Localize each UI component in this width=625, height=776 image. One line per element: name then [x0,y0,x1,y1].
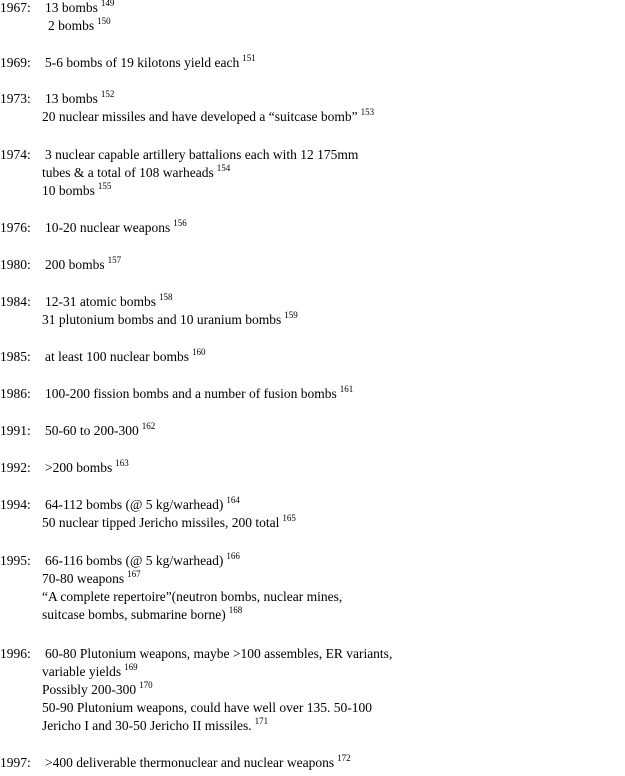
footnote-reference: 161 [339,384,354,394]
footnote-reference: 159 [284,310,298,320]
entry-text: 13 bombs [45,91,98,106]
entry-text: suitcase bombs, submarine borne) [42,607,226,622]
footnote-reference: 162 [141,421,156,431]
entry-text: 50-60 to 200-300 [45,423,139,438]
footnote-reference: 168 [228,605,243,615]
entry-continuation-line [42,700,372,716]
entry-text: 50 nuclear tipped Jericho missiles, 200 total [42,515,280,530]
entry-year: 1967: [0,0,31,15]
entry-line [0,294,173,310]
entry-line [0,423,155,439]
entry-year: 1976: [0,220,31,235]
entry-line [0,220,187,236]
footnote-reference: 172 [337,753,351,763]
footnote-reference: 154 [216,163,231,173]
entry-text: 10 bombs [42,183,95,198]
entry-year: 1986: [0,386,31,401]
entry-continuation-line [42,607,242,623]
entry-line [0,147,358,163]
entry-text: 31 plutonium bombs and 10 uranium bombs [42,312,282,327]
entry-year: 1997: [0,755,31,770]
entry-text: variable yields [42,664,122,679]
entry-text: 66-116 bombs (@ 5 kg/warhead) [45,553,224,568]
footnote-reference: 149 [100,0,115,8]
entry-continuation-line [42,589,342,605]
entry-text: 10-20 nuclear weapons [45,220,171,235]
footnote-reference: 156 [173,218,187,228]
entry-line [0,497,240,513]
footnote-reference: 155 [97,181,112,191]
entry-text: 200 bombs [45,257,105,272]
entry-continuation-line [42,664,138,680]
entry-text: Possibly 200-300 [42,682,137,697]
entry-year: 1996: [0,646,31,661]
footnote-reference: 171 [254,716,269,726]
entry-text: Jericho I and 30-50 Jericho II missiles. [42,718,252,733]
footnote-reference: 164 [226,495,240,505]
footnote-reference: 165 [282,513,296,523]
entry-continuation-line [42,165,230,181]
entry-text: 3 nuclear capable artillery battalions each with 12 175mm [45,147,359,162]
entry-year: 1974: [0,147,31,162]
footnote-reference: 167 [127,569,141,579]
entry-line [0,386,353,402]
entry-line [0,460,129,476]
footnote-reference: 169 [124,662,138,672]
entry-year: 1985: [0,349,31,364]
entry-continuation-line [48,18,111,34]
entry-text: 2 bombs [48,18,95,33]
entry-year: 1969: [0,55,31,70]
entry-continuation-line [42,682,153,698]
footnote-reference: 158 [159,292,173,302]
entry-line [0,91,114,107]
entry-year: 1991: [0,423,31,438]
entry-text: 70-80 weapons [42,571,125,586]
footnote-reference: 170 [139,680,153,690]
footnote-reference: 166 [226,551,240,561]
entry-continuation-line [42,183,111,199]
entry-year: 1973: [0,91,31,106]
entry-text: 100-200 fission bombs and a number of fusion bombs [45,386,337,401]
footnote-reference: 160 [191,347,206,357]
entry-text: tubes & a total of 108 warheads [42,165,214,180]
entry-text: 64-112 bombs (@ 5 kg/warhead) [45,497,224,512]
entry-line [0,755,351,771]
entry-year: 1995: [0,553,31,568]
entry-continuation-line [42,312,298,328]
entry-continuation-line [42,515,296,531]
entry-line [0,349,205,365]
footnote-reference: 157 [107,255,122,265]
entry-text: 12-31 atomic bombs [45,294,156,309]
entry-line [0,553,240,569]
entry-continuation-line [42,109,374,125]
entry-text: 60-80 Plutonium weapons, maybe >100 assembles, ER variants, [45,646,393,661]
footnote-reference: 151 [242,53,256,63]
entry-text: 13 bombs [45,0,98,15]
footnote-reference: 152 [100,89,115,99]
footnote-reference: 153 [360,107,375,117]
entry-line [0,55,256,71]
entry-year: 1984: [0,294,31,309]
entry-continuation-line [42,718,268,734]
entry-text: 20 nuclear missiles and have developed a “suitcase bomb” [42,109,358,124]
entry-text: at least 100 nuclear bombs [45,349,189,364]
entry-year: 1994: [0,497,31,512]
footnote-reference: 163 [115,458,129,468]
entry-text: “A complete repertoire”(neutron bombs, nuclear mines, [42,589,343,604]
entry-year: 1992: [0,460,31,475]
entry-text: 5-6 bombs of 19 kilotons yield each [45,55,240,70]
entry-continuation-line [42,571,141,587]
entry-text: >200 bombs [45,460,113,475]
entry-text: >400 deliverable thermonuclear and nuclear weapons [45,755,335,770]
entry-line [0,646,392,662]
entry-line [0,0,114,16]
footnote-reference: 150 [97,16,111,26]
entry-year: 1980: [0,257,31,272]
entry-line [0,257,121,273]
entry-text: 50-90 Plutonium weapons, could have well over 135. 50-100 [42,700,372,715]
